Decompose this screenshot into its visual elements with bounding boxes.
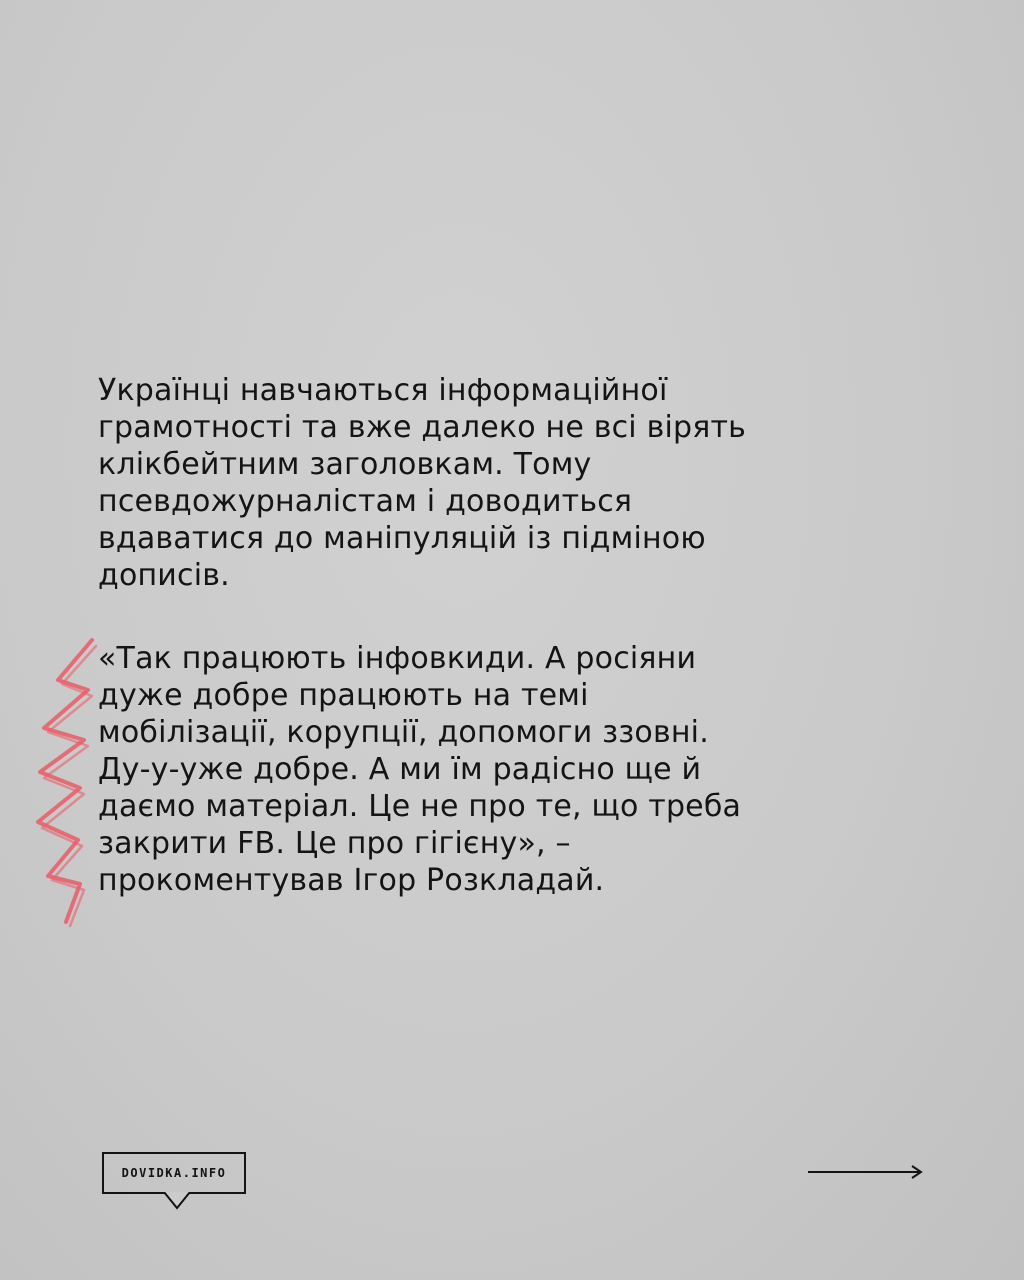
speech-bubble-tail-icon xyxy=(162,1192,192,1212)
logo-box xyxy=(102,1152,246,1194)
logo-text: DOVIDKA.INFO xyxy=(121,1166,227,1180)
intro-paragraph: Українці навчаються інформаційної грамотності та вже далеко не всі вірять клікбейтним заголовкам. Тому псевдожурналістам і доводиться вдаватися до маніпуляцій із підміною дописів. xyxy=(98,373,747,593)
dovidka-logo[interactable] xyxy=(102,1152,250,1214)
red-zigzag-icon xyxy=(18,632,108,932)
quote-paragraph: «Так працюють інфовкиди. А росіяни дуже добре працюють на темі мобілізації, корупції, допомоги ззовні. Ду-у-уже добре. А ми їм радісно ще й даємо матеріал. Це не про те, що треба закрити FB. Це про гігієну», – прокоментував Ігор Розкладай. xyxy=(98,641,742,898)
arrow-right-icon[interactable] xyxy=(806,1162,926,1182)
